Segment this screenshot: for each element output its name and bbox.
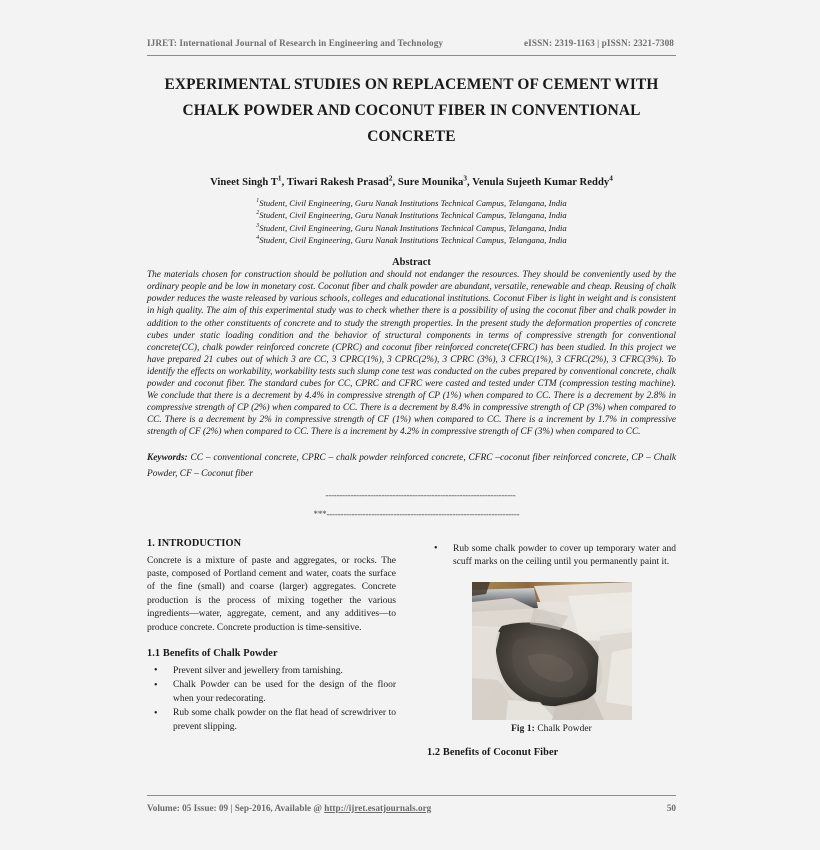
affiliation-2: $^2$Student, Civil Engineering, Guru Nanak Institutions Technical Campus, Telangana, India (256, 210, 567, 221)
author-list (147, 174, 676, 188)
right-column (427, 538, 676, 765)
left-column (147, 538, 396, 765)
chalk-benefits-list-continued (427, 543, 676, 570)
running-header (147, 0, 676, 48)
figure-1-caption (427, 724, 676, 734)
author-sep-1: , (281, 177, 287, 188)
introduction-paragraph: Concrete is a mixture of paste and aggregates, or rocks. The paste, composed of Portland cement and water, coats the surface of the fine (small) and coarse (larger) aggregates. Concrete production is the process of mixing together the various ingredients—water, aggregate, cement, and any additives—to produce concrete. Concrete production is time-sensitive. (147, 555, 396, 633)
author-1-affil-marker: 1 (277, 174, 282, 183)
keywords (147, 450, 676, 483)
figure-1 (427, 582, 676, 734)
journal-name: IJRET: International Journal of Research in Engineering and Technology (147, 38, 444, 48)
volume-text: Volume: 05 Issue: 09 | Sep-2016, Available @ (147, 803, 325, 813)
affiliation-1-marker: 1 (256, 198, 260, 205)
affiliation-2-marker: 2 (256, 210, 260, 217)
author-sep-2: , (392, 177, 398, 188)
affiliation-list (147, 197, 676, 246)
section-heading-chalk-benefits: 1.1 Benefits of Chalk Powder (147, 647, 278, 659)
issn-info: eISSN: 2319-1163 | pISSN: 2321-7308 (524, 38, 674, 48)
affiliation-3: $^3$Student, Civil Engineering, Guru Nanak Institutions Technical Campus, Telangana, India (256, 222, 567, 233)
page-content (147, 0, 676, 764)
author-4-affil-marker: 4 (609, 174, 613, 183)
author-2: Tiwari Rakesh Prasad$^2$ (286, 174, 393, 188)
figure-1-caption-label: Fig 1: (511, 724, 535, 735)
author-4: Venula Sujeeth Kumar Reddy$^4$ (472, 174, 613, 188)
header-rule (147, 55, 676, 56)
page-number: 50 (666, 803, 676, 813)
keywords-text: CC – conventional concrete, CPRC – chalk powder reinforced concrete, CFRC –coconut fiber reinforced concrete, CP – Chalk Powder, CF – Coconut fiber (147, 452, 676, 479)
affiliation-3-marker: 3 (256, 222, 260, 229)
abstract-body: The materials chosen for construction should be pollution and should not endanger the resources. They should be conveniently used by the ordinary people and be low in monetary cost. Coconut fiber and chalk powder are abundant, versatile, renewable and cheap. Reusing of chalk powder reduces the waste released by various schools, colleges and educational institutions. Coconut Fiber is light in weight and is consistent in high quality. The aim of this experimental study was to check whether there is a possibility of using the coconut fiber and chalk powder in addition to the other constituents of concrete and to study the strength properties. In the present study the deformation properties of concrete cubes under static loading condition and the behavior of structural components in terms of compressive strength for conventional concrete(CC), chalk powder reinforced concrete (CPRC) and coconut fiber reinforced concrete(CFRC) has been studied. In this project we have prepared 21 cubes out of which 3 are CC, 3 CPRC(1%), 3 CPRC(2%), 3 CPRC (3%), 3 CFRC(1%), 3 CFRC(2%), 3 CFRC(3%). To identify the effects on workability, workability tests such slump cone test was conducted on the cubes prepared by conventional concrete, chalk powder and coconut fiber. The standard cubes for CC, CPRC and CFRC were casted and tested under CTM (compression testing machine). We conclude that there is a decrement by 4.4% in compressive strength of CP (1%) when compared to CC. There is a decrement by 2.8% in compressive strength of CP (2%) when compared to CC. There is a decrement by 8.4% in compressive strength of CP (3%) when compared to CC. There is a decrement by 2% in compressive strength of CF (1%) when compared to CC. There is a increment by 1.7% in compressive strength of CF (2%) when compared to CC. There is a increment by 4.2% in compressive strength of CF (3%) when compared to CC. (147, 270, 676, 438)
footer-line (147, 796, 676, 813)
author-3: Sure Mounika$^3$ (397, 174, 468, 188)
body-columns (147, 538, 676, 765)
footer-volume-info (147, 803, 431, 813)
list-item: • Prevent silver and jewellery from tarnishing. (147, 665, 396, 678)
author-sep-3: , (467, 177, 473, 188)
author-2-affil-marker: 2 (388, 174, 393, 183)
list-item: • Rub some chalk powder on the flat head of screwdriver to prevent slipping. (147, 707, 396, 734)
chalk-benefits-list (147, 665, 396, 734)
paper-title: EXPERIMENTAL STUDIES ON REPLACEMENT OF CEMENT WITH CHALK POWDER AND COCONUT FIBER IN CONVENTIONAL CONCRETE (164, 76, 659, 145)
section-heading-introduction: 1. INTRODUCTION (147, 537, 242, 549)
list-item: • Rub some chalk powder to cover up temporary water and scuff marks on the ceiling until you permanently paint it. (427, 543, 676, 570)
affiliation-4-marker: 4 (256, 235, 260, 242)
separator-line-1: -------------------------------------------------------------------- (325, 489, 516, 500)
affiliation-4: $^4$Student, Civil Engineering, Guru Nanak Institutions Technical Campus, Telangana, India (256, 234, 567, 245)
journal-url-link[interactable]: http://ijret.esatjournals.org (324, 803, 432, 813)
author-1: Vineet Singh $T^1$ (210, 174, 282, 188)
page-footer (147, 795, 676, 813)
figure-1-caption-text: Chalk Powder (534, 724, 592, 735)
affiliation-1: $^1$Student, Civil Engineering, Guru Nanak Institutions Technical Campus, Telangana, India (256, 198, 567, 208)
keywords-label: Keywords: (147, 452, 188, 463)
author-3-affil-marker: 3 (463, 174, 468, 183)
chalk-powder-photo (472, 582, 632, 720)
abstract-heading: Abstract (392, 257, 431, 269)
section-heading-coconut-benefits: 1.2 Benefits of Coconut Fiber (427, 747, 559, 759)
list-item: • Chalk Powder can be used for the design of the floor when your redecorating. (147, 679, 396, 706)
separator-line-2: ***--------------------------------------------------------------------- (313, 508, 520, 519)
